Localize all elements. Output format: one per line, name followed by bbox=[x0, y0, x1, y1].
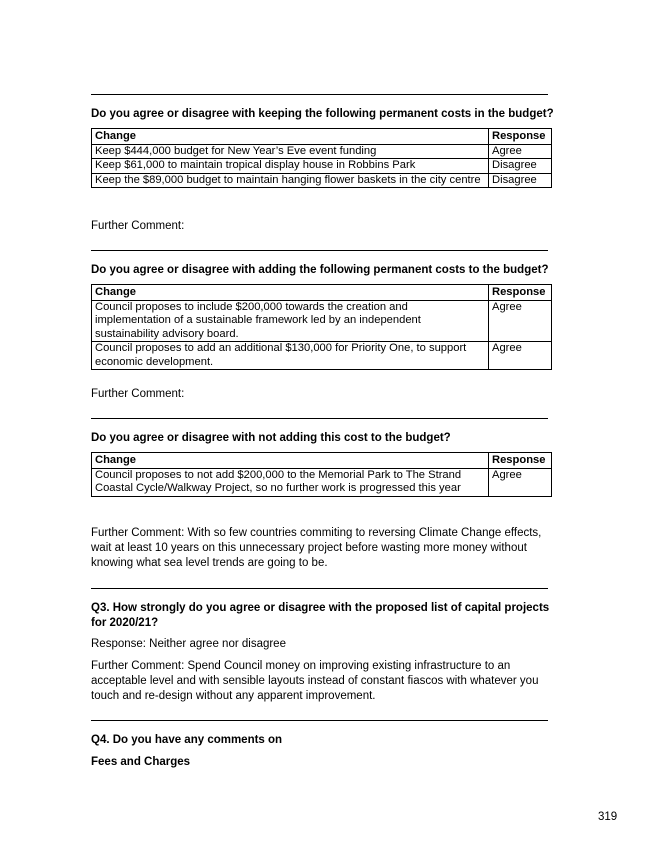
column-header-change: Change bbox=[92, 129, 489, 145]
section3-table bbox=[91, 452, 552, 497]
section3-question: Do you agree or disagree with not adding this cost to the budget? bbox=[91, 432, 451, 444]
q3-comment: Further Comment: Spend Council money on improving existing infrastructure to an acceptable level and with sensible layouts instead of constant fiascos with whatever you touch and re-design without any apparent improvement. bbox=[91, 660, 539, 702]
table-row bbox=[92, 342, 552, 370]
response-cell: Disagree bbox=[489, 173, 552, 188]
divider-rule-5 bbox=[91, 720, 548, 721]
section2-question: Do you agree or disagree with adding the following permanent costs to the budget? bbox=[91, 264, 549, 276]
table-row bbox=[92, 300, 552, 342]
change-cell: Council proposes to add an additional $130,000 for Priority One, to support economic development. bbox=[92, 342, 489, 370]
table-row bbox=[92, 468, 552, 496]
table-row bbox=[92, 173, 552, 188]
divider-rule-1 bbox=[91, 94, 548, 95]
response-cell: Agree bbox=[489, 468, 552, 496]
change-cell: Keep $61,000 to maintain tropical display house in Robbins Park bbox=[92, 159, 489, 174]
response-cell: Agree bbox=[489, 144, 552, 159]
column-header-response: Response bbox=[489, 285, 552, 301]
column-header-change: Change bbox=[92, 285, 489, 301]
change-cell: Council proposes to not add $200,000 to the Memorial Park to The Strand Coastal Cycle/Walkway Project, so no further work is progressed this year bbox=[92, 468, 489, 496]
q4-subheading: Fees and Charges bbox=[91, 756, 191, 768]
change-cell: Council proposes to include $200,000 towards the creation and implementation of a sustainable framework led by an independent sustainability advisory board. bbox=[92, 300, 489, 342]
section3-comment: Further Comment: With so few countries commiting to reversing Climate Change effects, wait at least 10 years on this unnecessary project before wasting more money without knowing what sea level trends are going to be. bbox=[91, 527, 542, 569]
section2-table bbox=[91, 284, 552, 370]
section1-question: Do you agree or disagree with keeping the following permanent costs in the budget? bbox=[91, 108, 554, 120]
divider-rule-3 bbox=[91, 418, 548, 419]
table-row bbox=[92, 159, 552, 174]
divider-rule-2 bbox=[91, 250, 548, 251]
table-header-row bbox=[92, 453, 552, 469]
table-row bbox=[92, 144, 552, 159]
change-cell: Keep the $89,000 budget to maintain hanging flower baskets in the city centre bbox=[92, 173, 489, 188]
column-header-response: Response bbox=[489, 453, 552, 469]
divider-rule-4 bbox=[91, 588, 548, 589]
table-header-row bbox=[92, 129, 552, 145]
q3-question: Q3. How strongly do you agree or disagree with the proposed list of capital projects for 2020/21? bbox=[91, 602, 550, 629]
response-cell: Disagree bbox=[489, 159, 552, 174]
response-cell: Agree bbox=[489, 300, 552, 342]
section1-comment: Further Comment: bbox=[91, 220, 185, 232]
column-header-response: Response bbox=[489, 129, 552, 145]
change-cell: Keep $444,000 budget for New Year’s Eve event funding bbox=[92, 144, 489, 159]
section1-table bbox=[91, 128, 552, 188]
column-header-change: Change bbox=[92, 453, 489, 469]
section2-comment: Further Comment: bbox=[91, 388, 185, 400]
q3-response: Response: Neither agree nor disagree bbox=[91, 638, 286, 650]
response-cell: Agree bbox=[489, 342, 552, 370]
page-number: 319 bbox=[598, 811, 618, 823]
table-header-row bbox=[92, 285, 552, 301]
q4-question: Q4. Do you have any comments on bbox=[91, 734, 283, 746]
